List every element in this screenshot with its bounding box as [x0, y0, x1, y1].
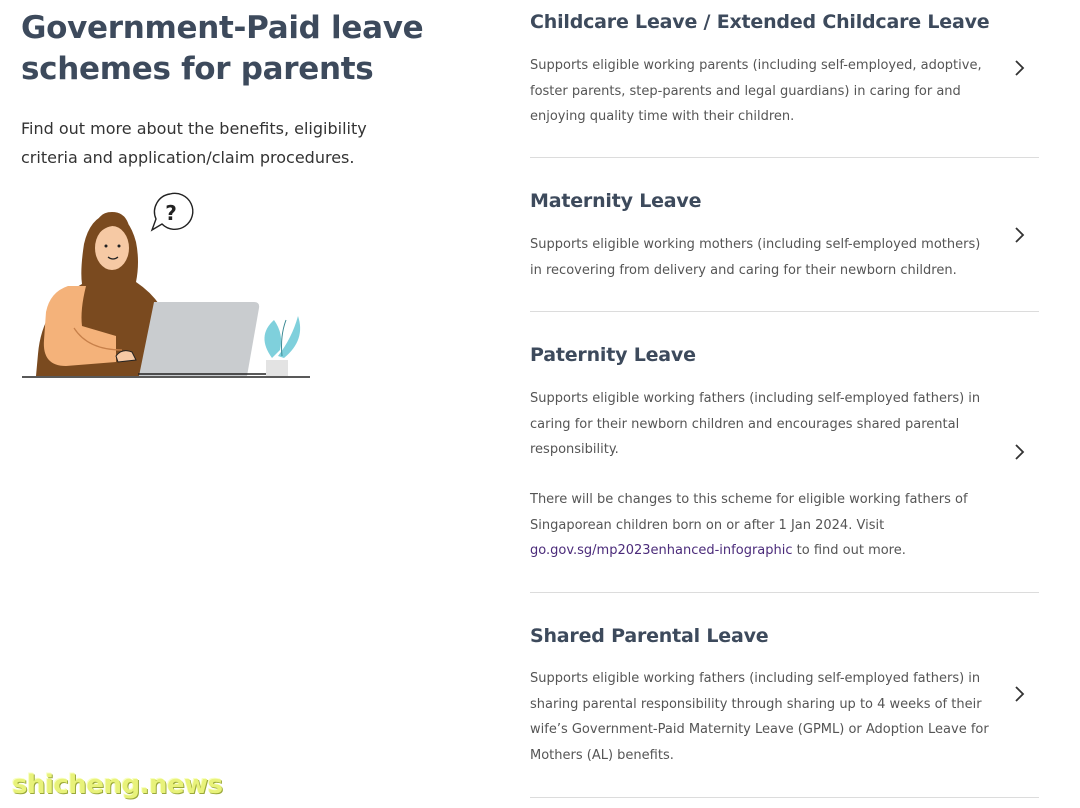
scheme-description: Supports eligible working fathers (including self-employed fathers) in sharing parental responsibility through sharing up to 4 weeks of their wife’s Government-Paid Maternity Leave (GPML) or Adoption Leave for Mothers (AL) benefits. [530, 671, 989, 763]
scheme-maternity-leave[interactable] [530, 158, 1039, 312]
chevron-right-icon[interactable] [1013, 443, 1027, 461]
chevron-right-icon[interactable] [1013, 226, 1027, 244]
chevron-right-icon[interactable] [1013, 685, 1027, 703]
scheme-title: Maternity Leave [530, 190, 702, 212]
watermark-logo: shicheng.news [12, 770, 223, 800]
scheme-description: Supports eligible working parents (including self-employed, adoptive, foster parents, step-parents and legal guardians) in caring for and enjoying quality time with their children. [530, 58, 982, 124]
scheme-description: Supports eligible working fathers (including self-employed fathers) in caring for their newborn children and encourages shared parental responsibility. [530, 391, 981, 457]
intro-section [21, 8, 481, 172]
page-title-line-2: schemes for parents [21, 51, 374, 87]
speech-bubble-question-icon [152, 193, 193, 230]
illustration-svg [20, 188, 320, 388]
scheme-childcare-leave[interactable] [530, 0, 1039, 158]
scheme-description: Supports eligible working mothers (including self-employed mothers) in recovering from delivery and caring for their newborn children. [530, 237, 981, 278]
chevron-right-icon[interactable] [1013, 59, 1027, 77]
scheme-note-text-end: to find out more. [792, 543, 906, 558]
scheme-title: Shared Parental Leave [530, 625, 769, 647]
schemes-list [530, 0, 1039, 798]
scheme-note [530, 487, 990, 564]
page-description: Find out more about the benefits, eligibility criteria and application/claim procedures. [21, 119, 367, 167]
speech-bubble-text: ? [165, 201, 177, 225]
scheme-title: Paternity Leave [530, 344, 696, 366]
infographic-link[interactable]: go.gov.sg/mp2023enhanced-infographic [530, 543, 793, 558]
scheme-paternity-leave[interactable] [530, 312, 1039, 593]
scheme-title: Childcare Leave / Extended Childcare Leave [530, 11, 990, 33]
page-title-line-1: Government-Paid leave [21, 10, 424, 46]
scheme-shared-parental-leave[interactable] [530, 593, 1039, 798]
scheme-note-text: There will be changes to this scheme for eligible working fathers of Singaporean children born on or after 1 Jan 2024. Visit [530, 492, 968, 533]
plant-icon [264, 316, 300, 376]
parent-with-laptop-illustration [20, 188, 320, 388]
page-title [21, 8, 481, 90]
